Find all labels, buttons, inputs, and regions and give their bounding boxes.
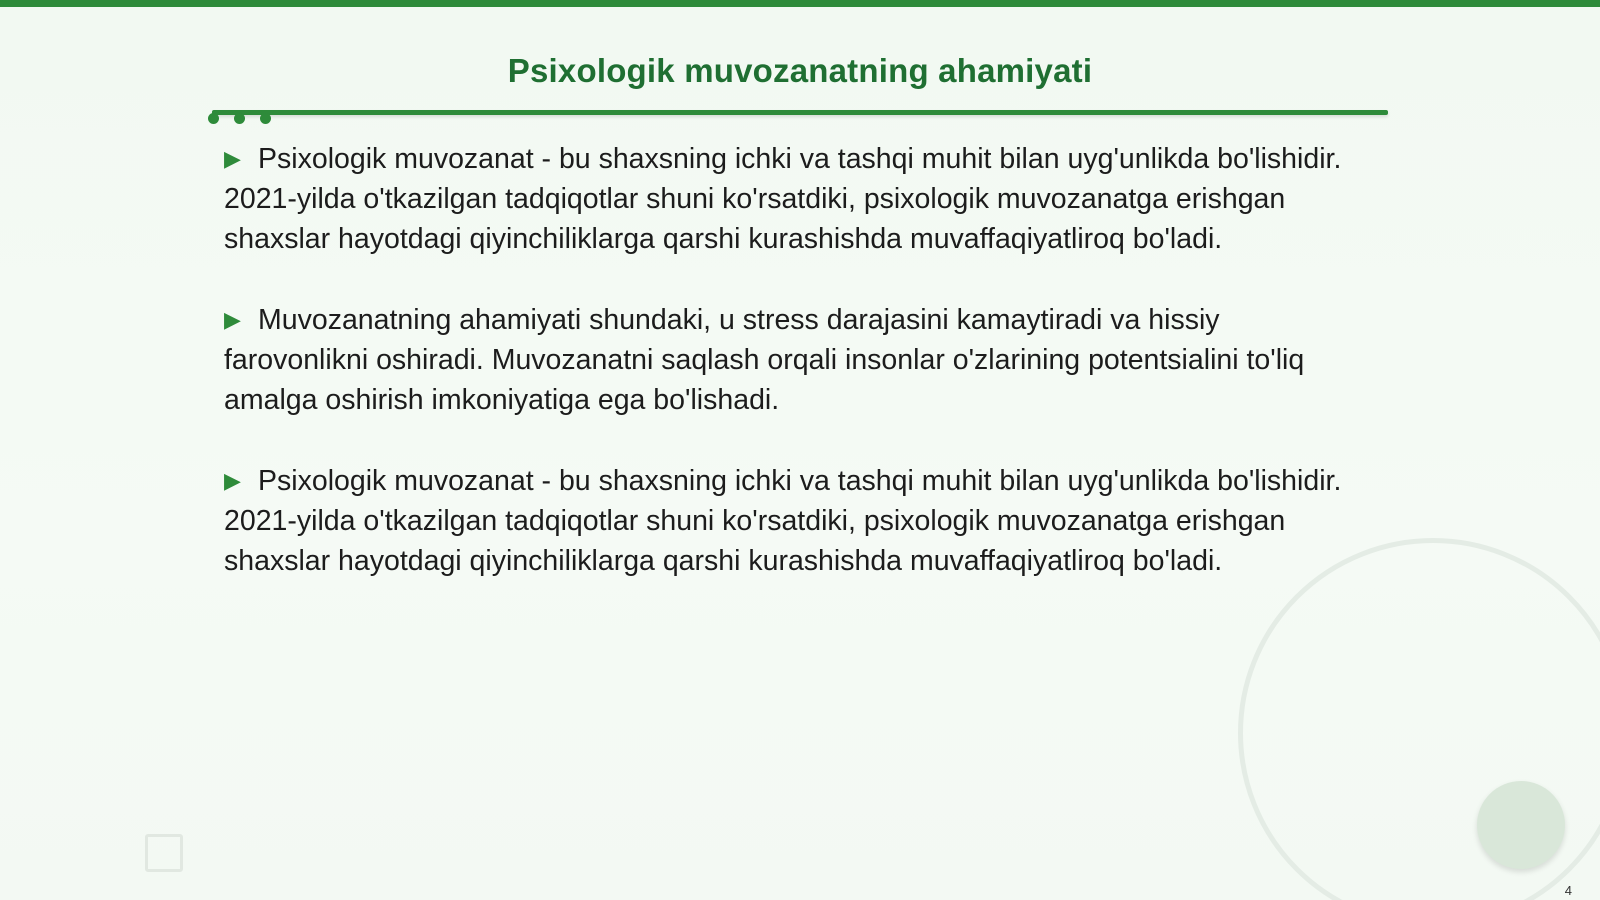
paragraph-text: Psixologik muvozanat - bu shaxsning ichki va tashqi muhit bilan uyg'unlikda bo'lishidir. 2021-yilda o'tkazilgan tadqiqotlar shuni ko'rsatdiki, psixologik muvozanatga erishgan shaxslar hayotdagi qiyinchiliklarga qarshi kurashishda muvaffaqiyatliroq bo'ladi. bbox=[224, 465, 1342, 577]
triangle-bullet-icon: ▶ bbox=[224, 307, 241, 332]
slide-title: Psixologik muvozanatning ahamiyati bbox=[507, 52, 1093, 89]
paragraph-text: Psixologik muvozanat - bu shaxsning ichki va tashqi muhit bilan uyg'unlikda bo'lishidir. 2021-yilda o'tkazilgan tadqiqotlar shuni ko'rsatdiki, psixologik muvozanatga erishgan shaxslar hayotdagi qiyinchiliklarga qarshi kurashishda muvaffaqiyatliroq bo'ladi. bbox=[224, 143, 1342, 255]
decorative-dot bbox=[260, 113, 271, 124]
decorative-circle bbox=[1477, 781, 1565, 869]
bullet-paragraph bbox=[224, 461, 1344, 581]
bullet-list bbox=[224, 139, 1344, 622]
page-number: 4 bbox=[1564, 883, 1572, 898]
top-accent-bar bbox=[0, 0, 1600, 7]
triangle-bullet-icon: ▶ bbox=[224, 468, 241, 493]
bullet-paragraph bbox=[224, 139, 1344, 259]
triangle-bullet-icon: ▶ bbox=[224, 146, 241, 171]
title-underline bbox=[212, 110, 1388, 115]
paragraph-text: Muvozanatning ahamiyati shundaki, u stress darajasini kamaytiradi va hissiy farovonlikni oshiradi. Muvozanatni saqlash orqali insonlar o'zlarining potentsialini to'liq amalga oshirish imkoniyatiga ega bo'lishadi. bbox=[224, 304, 1305, 416]
decorative-dot bbox=[208, 113, 219, 124]
decorative-square bbox=[145, 834, 183, 872]
decorative-dot bbox=[234, 113, 245, 124]
bullet-paragraph bbox=[224, 300, 1344, 420]
